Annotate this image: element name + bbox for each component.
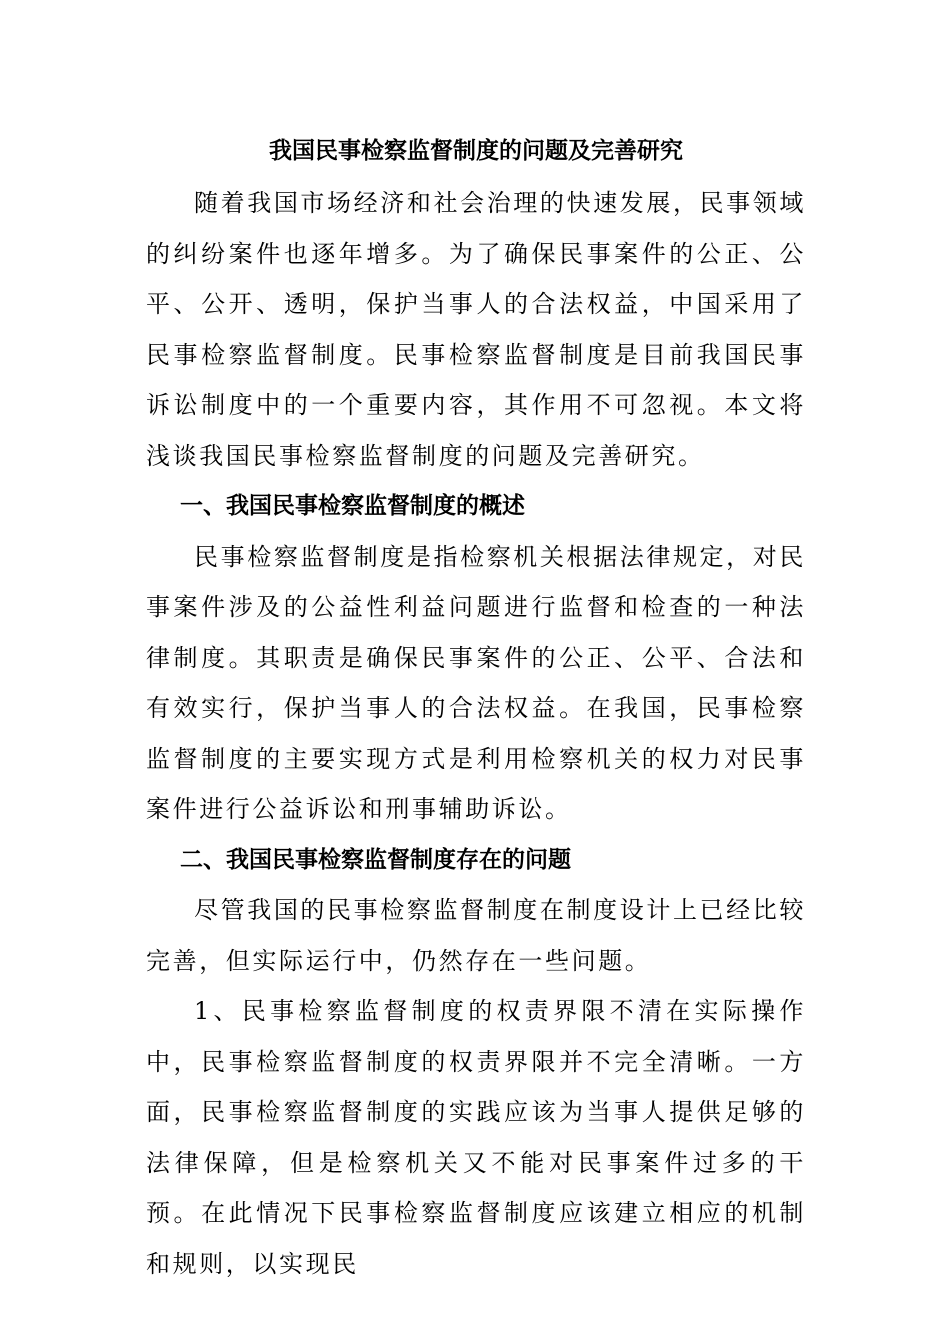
- section-heading-problems: 二、我国民事检察监督制度存在的问题: [180, 845, 571, 873]
- section-heading-overview: 一、我国民事检察监督制度的概述: [180, 492, 525, 519]
- overview-paragraph: 民事检察监督制度是指检察机关根据法律规定，对民事案件涉及的公益性利益问题进行监督和检查的一种法律制度。其职责是确保民事案件的公正、公平、合法和有效实行，保护当事人的合法权益。在我国，民事检察监督制度的主要实现方式是利用检察机关的权力对民事案件进行公益诉讼和刑事辅助诉讼。: [146, 542, 806, 823]
- problems-paragraph: 尽管我国的民事检察监督制度在制度设计上已经比较完善，但实际运行中，仍然存在一些问题。: [146, 896, 806, 975]
- problem-point-1: 1、民事检察监督制度的权责界限不清在实际操作中，民事检察监督制度的权责界限并不完全清晰。一方面，民事检察监督制度的实践应该为当事人提供足够的法律保障，但是检察机关又不能对民事案件过多的干预。在此情况下民事检察监督制度应该建立相应的机制和规则，以实现民: [146, 997, 806, 1278]
- document-title: 我国民事检察监督制度的问题及完善研究: [269, 137, 683, 164]
- document-page: [146, 134, 806, 1289]
- intro-paragraph: 随着我国市场经济和社会治理的快速发展，民事领域的纠纷案件也逐年增多。为了确保民事案件的公正、公平、公开、透明，保护当事人的合法权益，中国采用了民事检察监督制度。民事检察监督制度是目前我国民事诉讼制度中的一个重要内容，其作用不可忽视。本文将浅谈我国民事检察监督制度的问题及完善研究。: [146, 189, 806, 470]
